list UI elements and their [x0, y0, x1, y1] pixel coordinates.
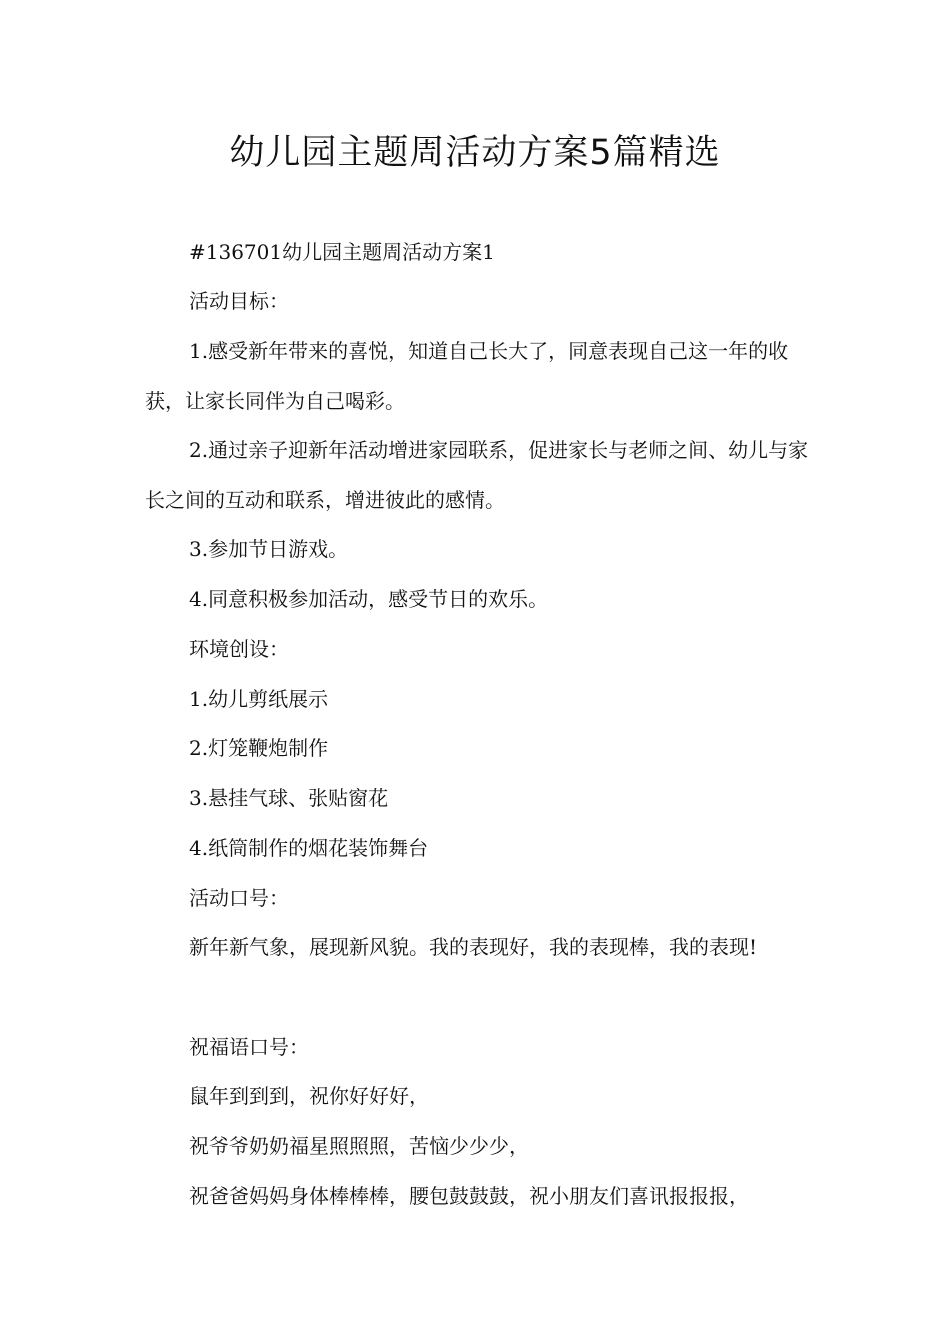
paragraph-heading-plan-1: #136701幼儿园主题周活动方案1 [189, 240, 495, 264]
paragraph-env-4: 4.纸筒制作的烟花装饰舞台 [189, 836, 429, 860]
paragraph-environment: 环境创设： [189, 637, 289, 661]
paragraph-goal-4: 4.同意积极参加活动，感受节日的欢乐。 [189, 587, 549, 611]
paragraph-env-3: 3.悬挂气球、张贴窗花 [189, 786, 389, 810]
paragraph-slogan-heading: 活动口号： [189, 886, 289, 910]
paragraph-goal-3: 3.参加节日游戏。 [189, 537, 349, 561]
paragraph-goal-2: 2.通过亲子迎新年活动增进家园联系，促进家长与老师之间、幼儿与家长之间的互动和联系，增进彼此的感情。 [145, 438, 809, 512]
paragraph-blessing-2: 祝爷爷奶奶福星照照照，苦恼少少少， [189, 1134, 529, 1158]
paragraph-env-1: 1.幼儿剪纸展示 [189, 687, 329, 711]
paragraph-slogan: 新年新气象，展现新风貌。我的表现好，我的表现棒，我的表现! [189, 935, 758, 959]
paragraph-activity-goals: 活动目标： [189, 289, 289, 313]
paragraph-blessing-1: 鼠年到到到，祝你好好好， [189, 1084, 429, 1108]
paragraph-env-2: 2.灯笼鞭炮制作 [189, 736, 329, 760]
paragraph-blessing-3: 祝爸爸妈妈身体棒棒棒，腰包鼓鼓鼓，祝小朋友们喜讯报报报， [189, 1184, 749, 1208]
paragraph-goal-1: 1.感受新年带来的喜悦，知道自己长大了，同意表现自己这一年的收获，让家长同伴为自己喝彩。 [145, 339, 789, 413]
document-title: 幼儿园主题周活动方案5篇精选 [229, 133, 721, 173]
paragraph-blessing-heading: 祝福语口号： [189, 1035, 309, 1059]
